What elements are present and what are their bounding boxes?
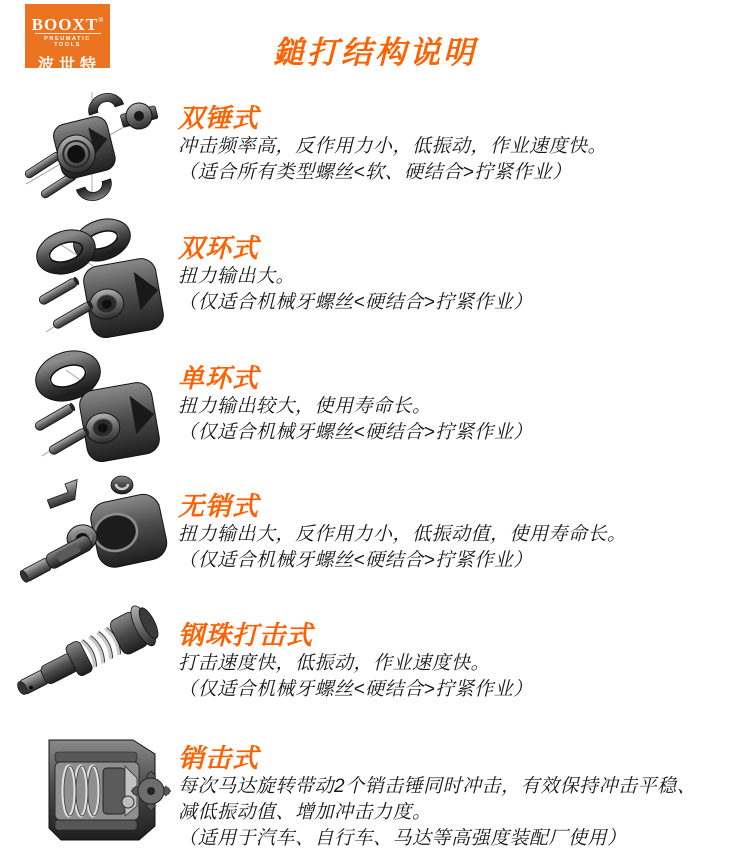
section-heading: 单环式 xyxy=(178,363,260,393)
pinless-exploded-icon xyxy=(12,470,170,588)
section-line: 每次马达旋转带动2个销击锤同时冲击，有效保持冲击平稳、 xyxy=(178,776,697,797)
single-ring-exploded-icon xyxy=(26,346,161,466)
section-line: （仅适合机械牙螺丝<硬结合>拧紧作业） xyxy=(178,292,533,313)
page-title: 鎚打结构说明 xyxy=(273,35,477,70)
section-pin-strike xyxy=(178,742,734,852)
section-line: 扭力输出大。 xyxy=(178,266,296,287)
section-steel-ball xyxy=(178,619,734,703)
steel-ball-image xyxy=(12,598,164,710)
section-heading: 双环式 xyxy=(178,233,260,263)
section-line: 打击速度快，低振动，作业速度快。 xyxy=(178,653,491,674)
pin-strike-cutaway-icon xyxy=(25,728,175,854)
section-heading: 无销式 xyxy=(178,491,260,521)
section-heading: 双锤式 xyxy=(178,103,260,133)
section-line: （适合所有类型螺丝<软、硬结合>拧紧作业） xyxy=(178,162,572,183)
section-heading: 销击式 xyxy=(178,743,260,773)
logo-subtitle: PNEUMATIC TOOLS xyxy=(35,33,101,48)
registered-mark: ® xyxy=(98,16,104,24)
section-line: 扭力输出较大，使用寿命长。 xyxy=(178,396,432,417)
section-line: （仅适合机械牙螺丝<硬结合>拧紧作业） xyxy=(178,679,533,700)
logo-brand-text: BOOXT® xyxy=(31,15,104,34)
pinless-image xyxy=(12,470,170,588)
section-double-ring xyxy=(178,232,734,316)
single-ring-image xyxy=(26,346,161,466)
section-heading: 钢珠打击式 xyxy=(178,620,314,650)
double-hammer-exploded-icon xyxy=(18,86,158,208)
pin-strike-image xyxy=(25,728,175,854)
section-pinless xyxy=(178,490,734,574)
section-line: 扭力输出大，反作用力小，低振动值，使用寿命长。 xyxy=(178,524,627,545)
section-double-hammer xyxy=(178,102,734,186)
section-line: （仅适合机械牙螺丝<硬结合>拧紧作业） xyxy=(178,550,533,571)
section-single-ring xyxy=(178,362,734,446)
double-ring-image xyxy=(30,218,165,343)
steel-ball-mechanism-icon xyxy=(12,598,164,710)
section-line: 冲击频率高，反作用力小，低振动，作业速度快。 xyxy=(178,136,608,157)
section-line: （仅适合机械牙螺丝<硬结合>拧紧作业） xyxy=(178,422,533,443)
section-line: （适用于汽车、自行车、马达等高强度装配厂使用） xyxy=(178,828,627,849)
double-hammer-image xyxy=(18,86,158,208)
section-line: 减低振动值、增加冲击力度。 xyxy=(178,802,432,823)
logo-chinese-name: 波世特 xyxy=(37,56,101,74)
double-ring-exploded-icon xyxy=(30,218,165,343)
